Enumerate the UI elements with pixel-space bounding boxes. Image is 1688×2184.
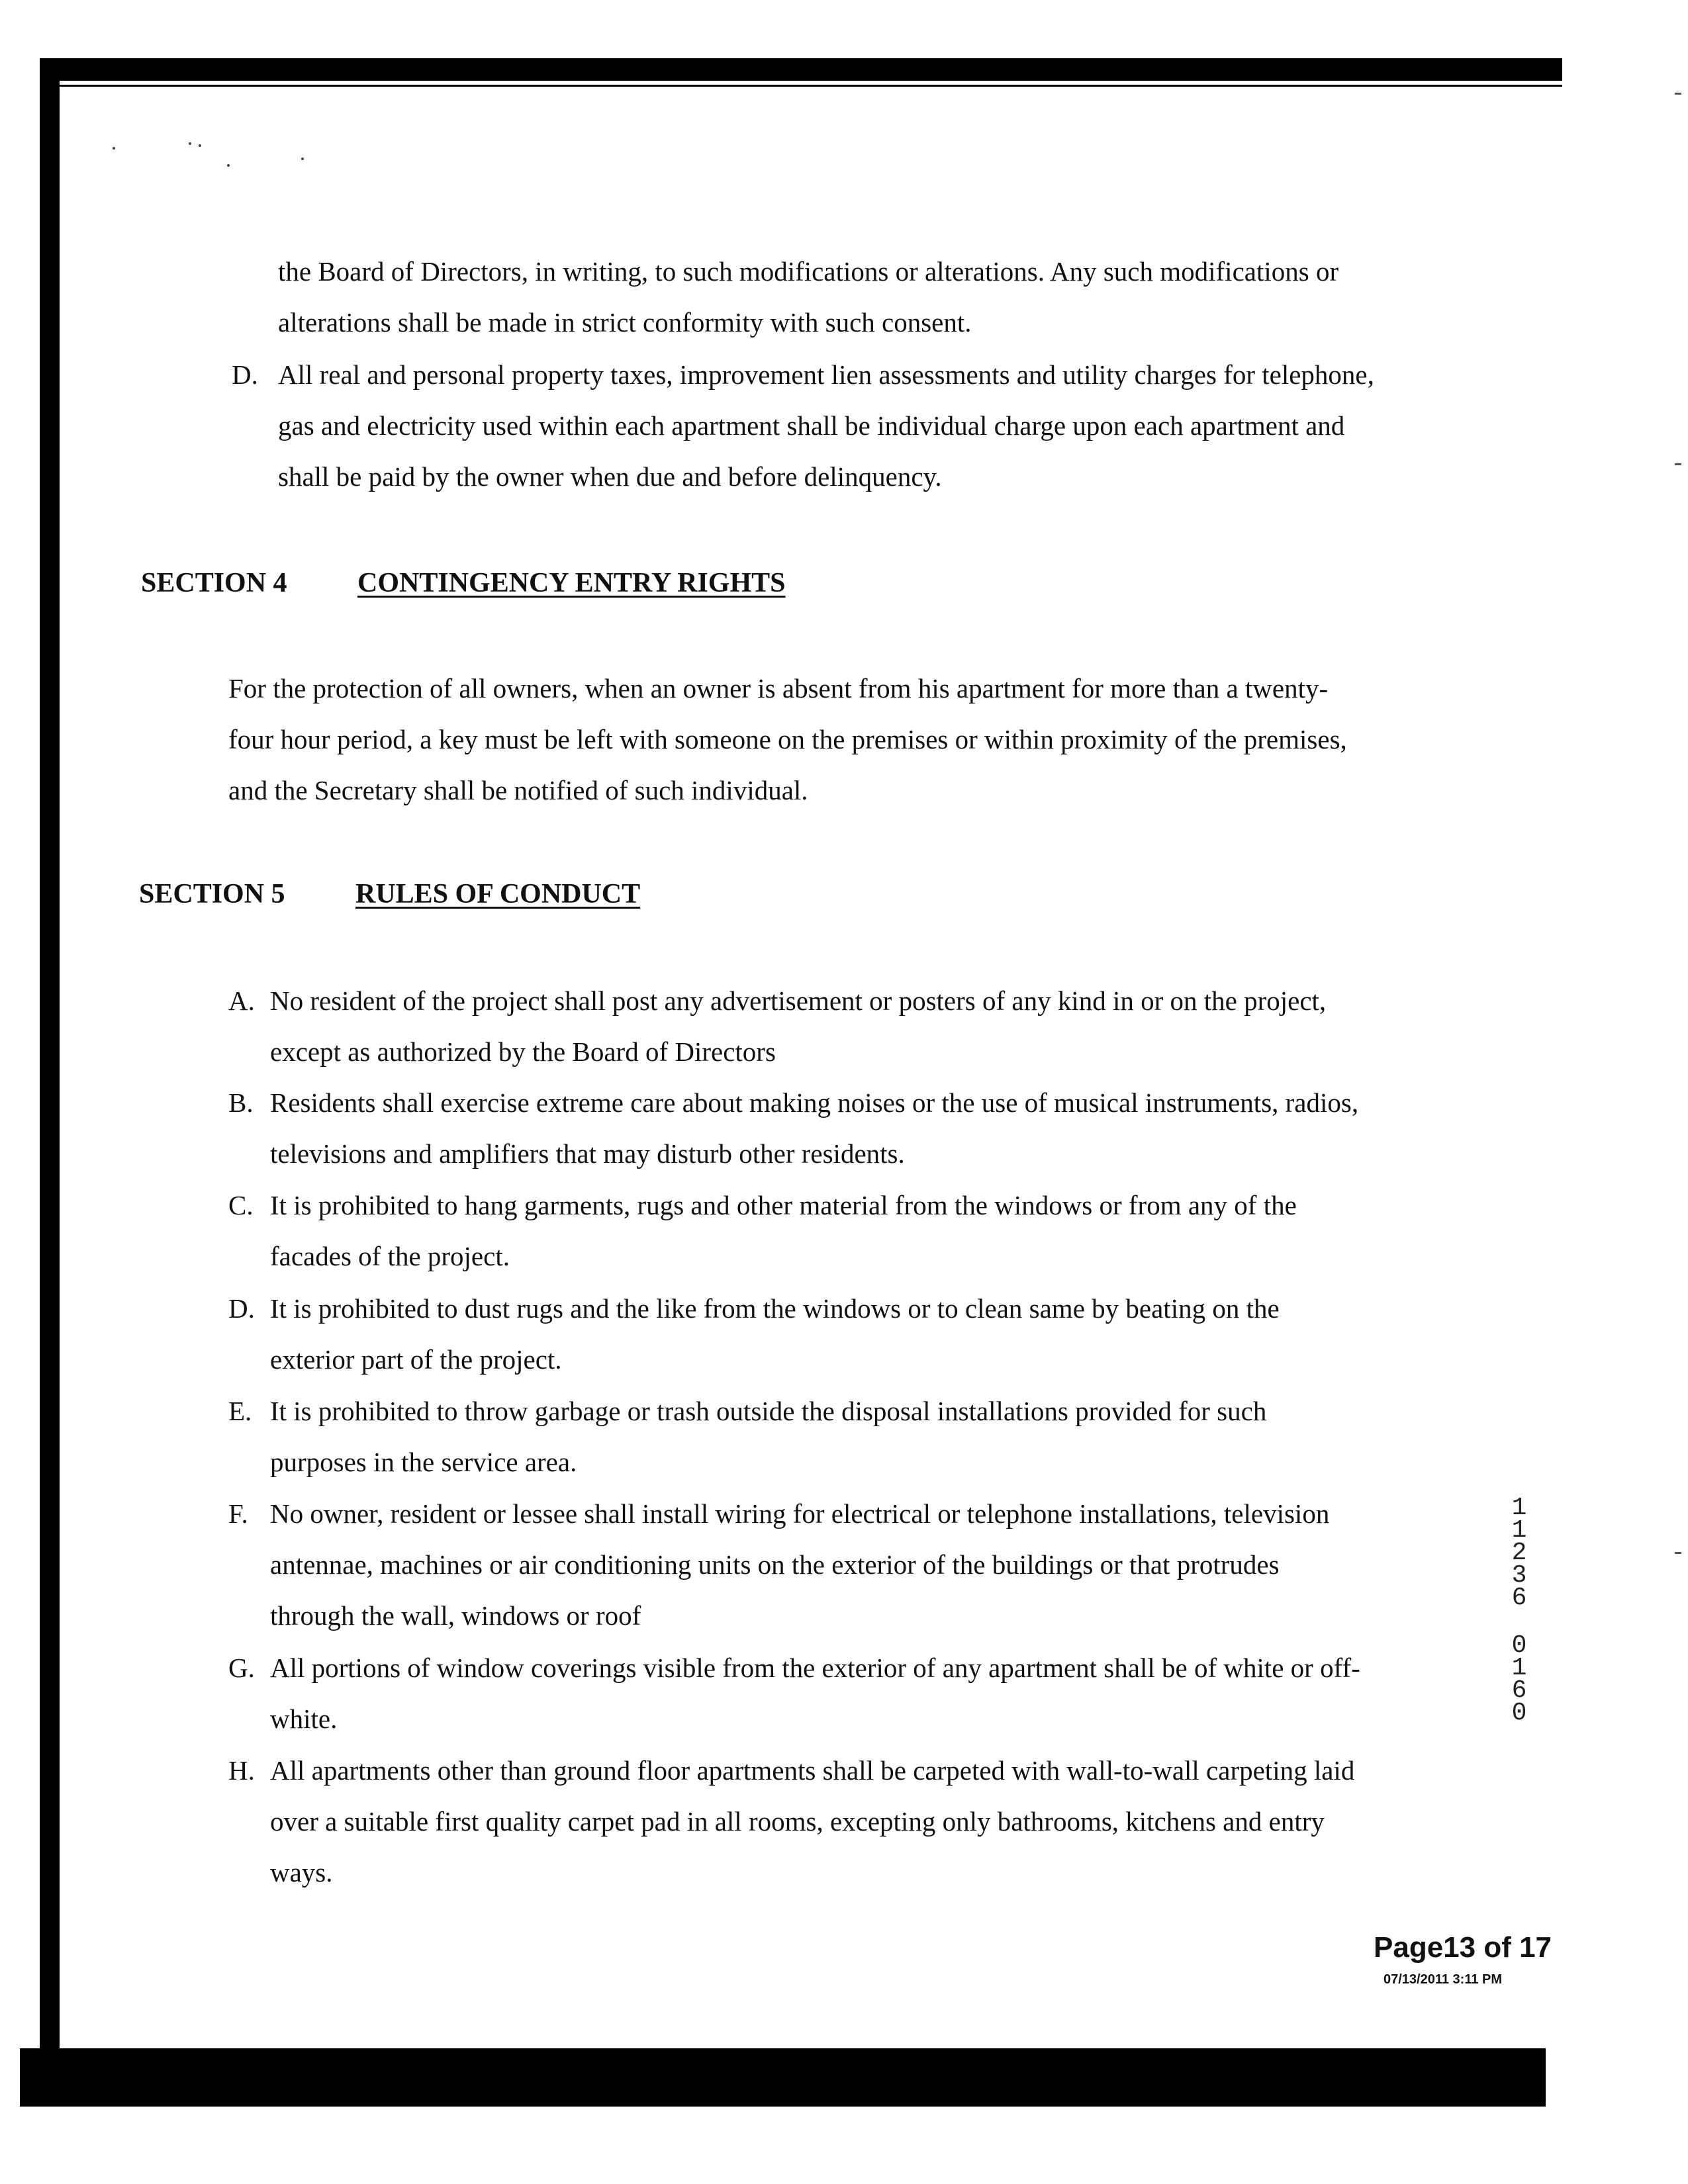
item-letter: D.	[228, 1293, 255, 1324]
text-line: Residents shall exercise extreme care about making noises or the use of musical instruments, radios,	[270, 1087, 1359, 1118]
text-line: antennae, machines or air conditioning units on the exterior of the buildings or that protrudes	[270, 1549, 1280, 1580]
text-line: It is prohibited to throw garbage or trash outside the disposal installations provided for such	[270, 1396, 1267, 1426]
text-line: facades of the project.	[270, 1241, 510, 1271]
item-letter: C.	[228, 1190, 254, 1220]
text-line: shall be paid by the owner when due and before delinquency.	[278, 461, 942, 492]
section-4-paragraph	[228, 663, 1347, 816]
stamp-digit: 3	[1511, 1561, 1527, 1590]
print-timestamp: 07/13/2011 3:11 PM	[1383, 1972, 1503, 1987]
scan-border-left	[40, 58, 60, 2070]
scan-border-top	[40, 58, 1562, 81]
text-line: televisions and amplifiers that may disturb other residents.	[270, 1138, 905, 1169]
stamp-digit: 1	[1511, 1494, 1527, 1522]
scan-speck	[199, 144, 201, 147]
text-line: gas and electricity used within each apartment shall be individual charge upon each apartment and	[278, 410, 1345, 441]
stamp-digit: 1	[1511, 1654, 1527, 1682]
item-letter: A.	[228, 985, 255, 1016]
item-letter: B.	[228, 1087, 254, 1118]
item-letter: G.	[228, 1653, 255, 1683]
text-line: white.	[270, 1704, 338, 1734]
text-line: All real and personal property taxes, improvement lien assessments and utility charges for telephone,	[278, 359, 1374, 390]
stamp-digit: 6	[1511, 1676, 1527, 1705]
text-line: over a suitable first quality carpet pad in all rooms, excepting only bathrooms, kitchens and entry	[270, 1806, 1325, 1837]
text-line: No owner, resident or lessee shall install wiring for electrical or telephone installations, television	[270, 1498, 1330, 1529]
text-line: through the wall, windows or roof	[270, 1600, 641, 1631]
stamp-digit: 6	[1511, 1584, 1527, 1612]
recording-stamp	[1506, 1494, 1532, 1727]
scan-tick	[1675, 463, 1681, 465]
text-line: For the protection of all owners, when an owner is absent from his apartment for more than a twenty-	[228, 673, 1329, 704]
intro-paragraph	[278, 246, 1338, 348]
text-line: four hour period, a key must be left with someone on the premises or within proximity of the premises,	[228, 724, 1347, 754]
page-number: Page13 of 17	[1374, 1931, 1552, 1964]
scan-border-line	[40, 85, 1562, 87]
text-line: exterior part of the project.	[270, 1344, 562, 1375]
scan-speck	[227, 164, 230, 167]
item-letter: D.	[232, 359, 258, 390]
item-letter: E.	[228, 1396, 252, 1426]
item-letter: F.	[228, 1498, 248, 1529]
stamp-digit: 0	[1511, 1631, 1527, 1660]
text-line: It is prohibited to hang garments, rugs and other material from the windows or from any of the	[270, 1190, 1297, 1220]
stamp-digit: 1	[1511, 1516, 1527, 1545]
scan-speck	[189, 142, 191, 145]
text-line: All apartments other than ground floor apartments shall be carpeted with wall-to-wall carpeting laid	[270, 1755, 1355, 1786]
text-line: It is prohibited to dust rugs and the like from the windows or to clean same by beating on the	[270, 1293, 1280, 1324]
text-line: the Board of Directors, in writing, to such modifications or alterations. Any such modifications or	[278, 256, 1339, 287]
scan-border-bottom	[20, 2048, 1546, 2107]
scan-speck	[113, 147, 115, 150]
section-number: SECTION 4	[141, 568, 287, 598]
scan-speck	[301, 158, 304, 160]
section-title: RULES OF CONDUCT	[355, 879, 641, 909]
scan-tick	[1675, 93, 1681, 95]
section-number: SECTION 5	[139, 879, 285, 909]
text-line: purposes in the service area.	[270, 1447, 577, 1477]
text-line: ways.	[270, 1857, 333, 1888]
item-letter: H.	[228, 1755, 255, 1786]
text-line: and the Secretary shall be notified of such individual.	[228, 775, 808, 805]
stamp-digit: 2	[1511, 1539, 1527, 1567]
section-title: CONTINGENCY ENTRY RIGHTS	[357, 568, 786, 598]
text-line: No resident of the project shall post any advertisement or posters of any kind in or on the project,	[270, 985, 1327, 1016]
text-line: alterations shall be made in strict conformity with such consent.	[278, 307, 972, 338]
stamp-digit: 0	[1511, 1699, 1527, 1727]
text-line: except as authorized by the Board of Directors	[270, 1036, 776, 1067]
text-line: All portions of window coverings visible from the exterior of any apartment shall be of white or off-	[270, 1653, 1360, 1683]
scan-tick	[1675, 1552, 1681, 1554]
